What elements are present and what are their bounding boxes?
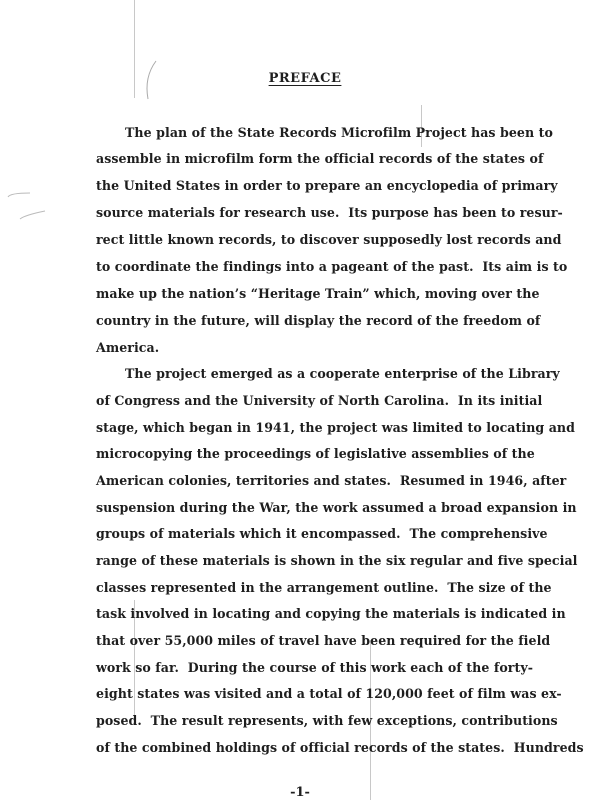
text-line: America. — [96, 340, 160, 355]
text-line: make up the nation’s “Heritage Train” which, moving over the — [96, 286, 540, 301]
text-line: classes represented in the arrangement outline. The size of the — [96, 580, 552, 595]
page-number: -1- — [290, 785, 310, 800]
text-line: American colonies, territories and states. Resumed in 1946, after — [96, 473, 567, 488]
text-line: the United States in order to prepare an encyclopedia of primary — [96, 178, 558, 193]
page-title — [0, 71, 600, 86]
text-line: suspension during the War, the work assumed a broad expansion in — [96, 500, 577, 515]
text-line: assemble in microfilm form the official records of the states of — [96, 151, 544, 166]
scan-artifact-curve — [0, 185, 50, 235]
text-line: rect little known records, to discover supposedly lost records and — [96, 232, 562, 247]
text-line: task involved in locating and copying the materials is indicated in — [96, 606, 566, 621]
text-line: work so far. During the course of this work each of the forty- — [96, 660, 533, 675]
text-line: microcopying the proceedings of legislative assemblies of the — [96, 446, 535, 461]
text-line: country in the future, will display the record of the freedom of — [96, 313, 541, 328]
text-line: range of these materials is shown in the six regular and five special — [96, 553, 578, 568]
text-line: stage, which began in 1941, the project was limited to locating and — [96, 420, 575, 435]
text-line: eight states was visited and a total of 120,000 feet of film was ex- — [96, 686, 562, 701]
text-line: source materials for research use. Its purpose has been to resur- — [96, 205, 563, 220]
text-line: of Congress and the University of North Carolina. In its initial — [96, 393, 543, 408]
text-line: The plan of the State Records Microfilm Project has been to — [125, 125, 553, 140]
text-line: The project emerged as a cooperate enterprise of the Library — [125, 366, 560, 381]
text-line: that over 55,000 miles of travel have been required for the field — [96, 633, 551, 648]
title-text: PREFACE — [268, 71, 342, 86]
text-line: posed. The result represents, with few exceptions, contributions — [96, 713, 558, 728]
text-line: groups of materials which it encompassed. The comprehensive — [96, 526, 548, 541]
text-line: of the combined holdings of official records of the states. Hundreds — [96, 740, 584, 755]
text-line: to coordinate the findings into a pageant of the past. Its aim is to — [96, 259, 568, 274]
